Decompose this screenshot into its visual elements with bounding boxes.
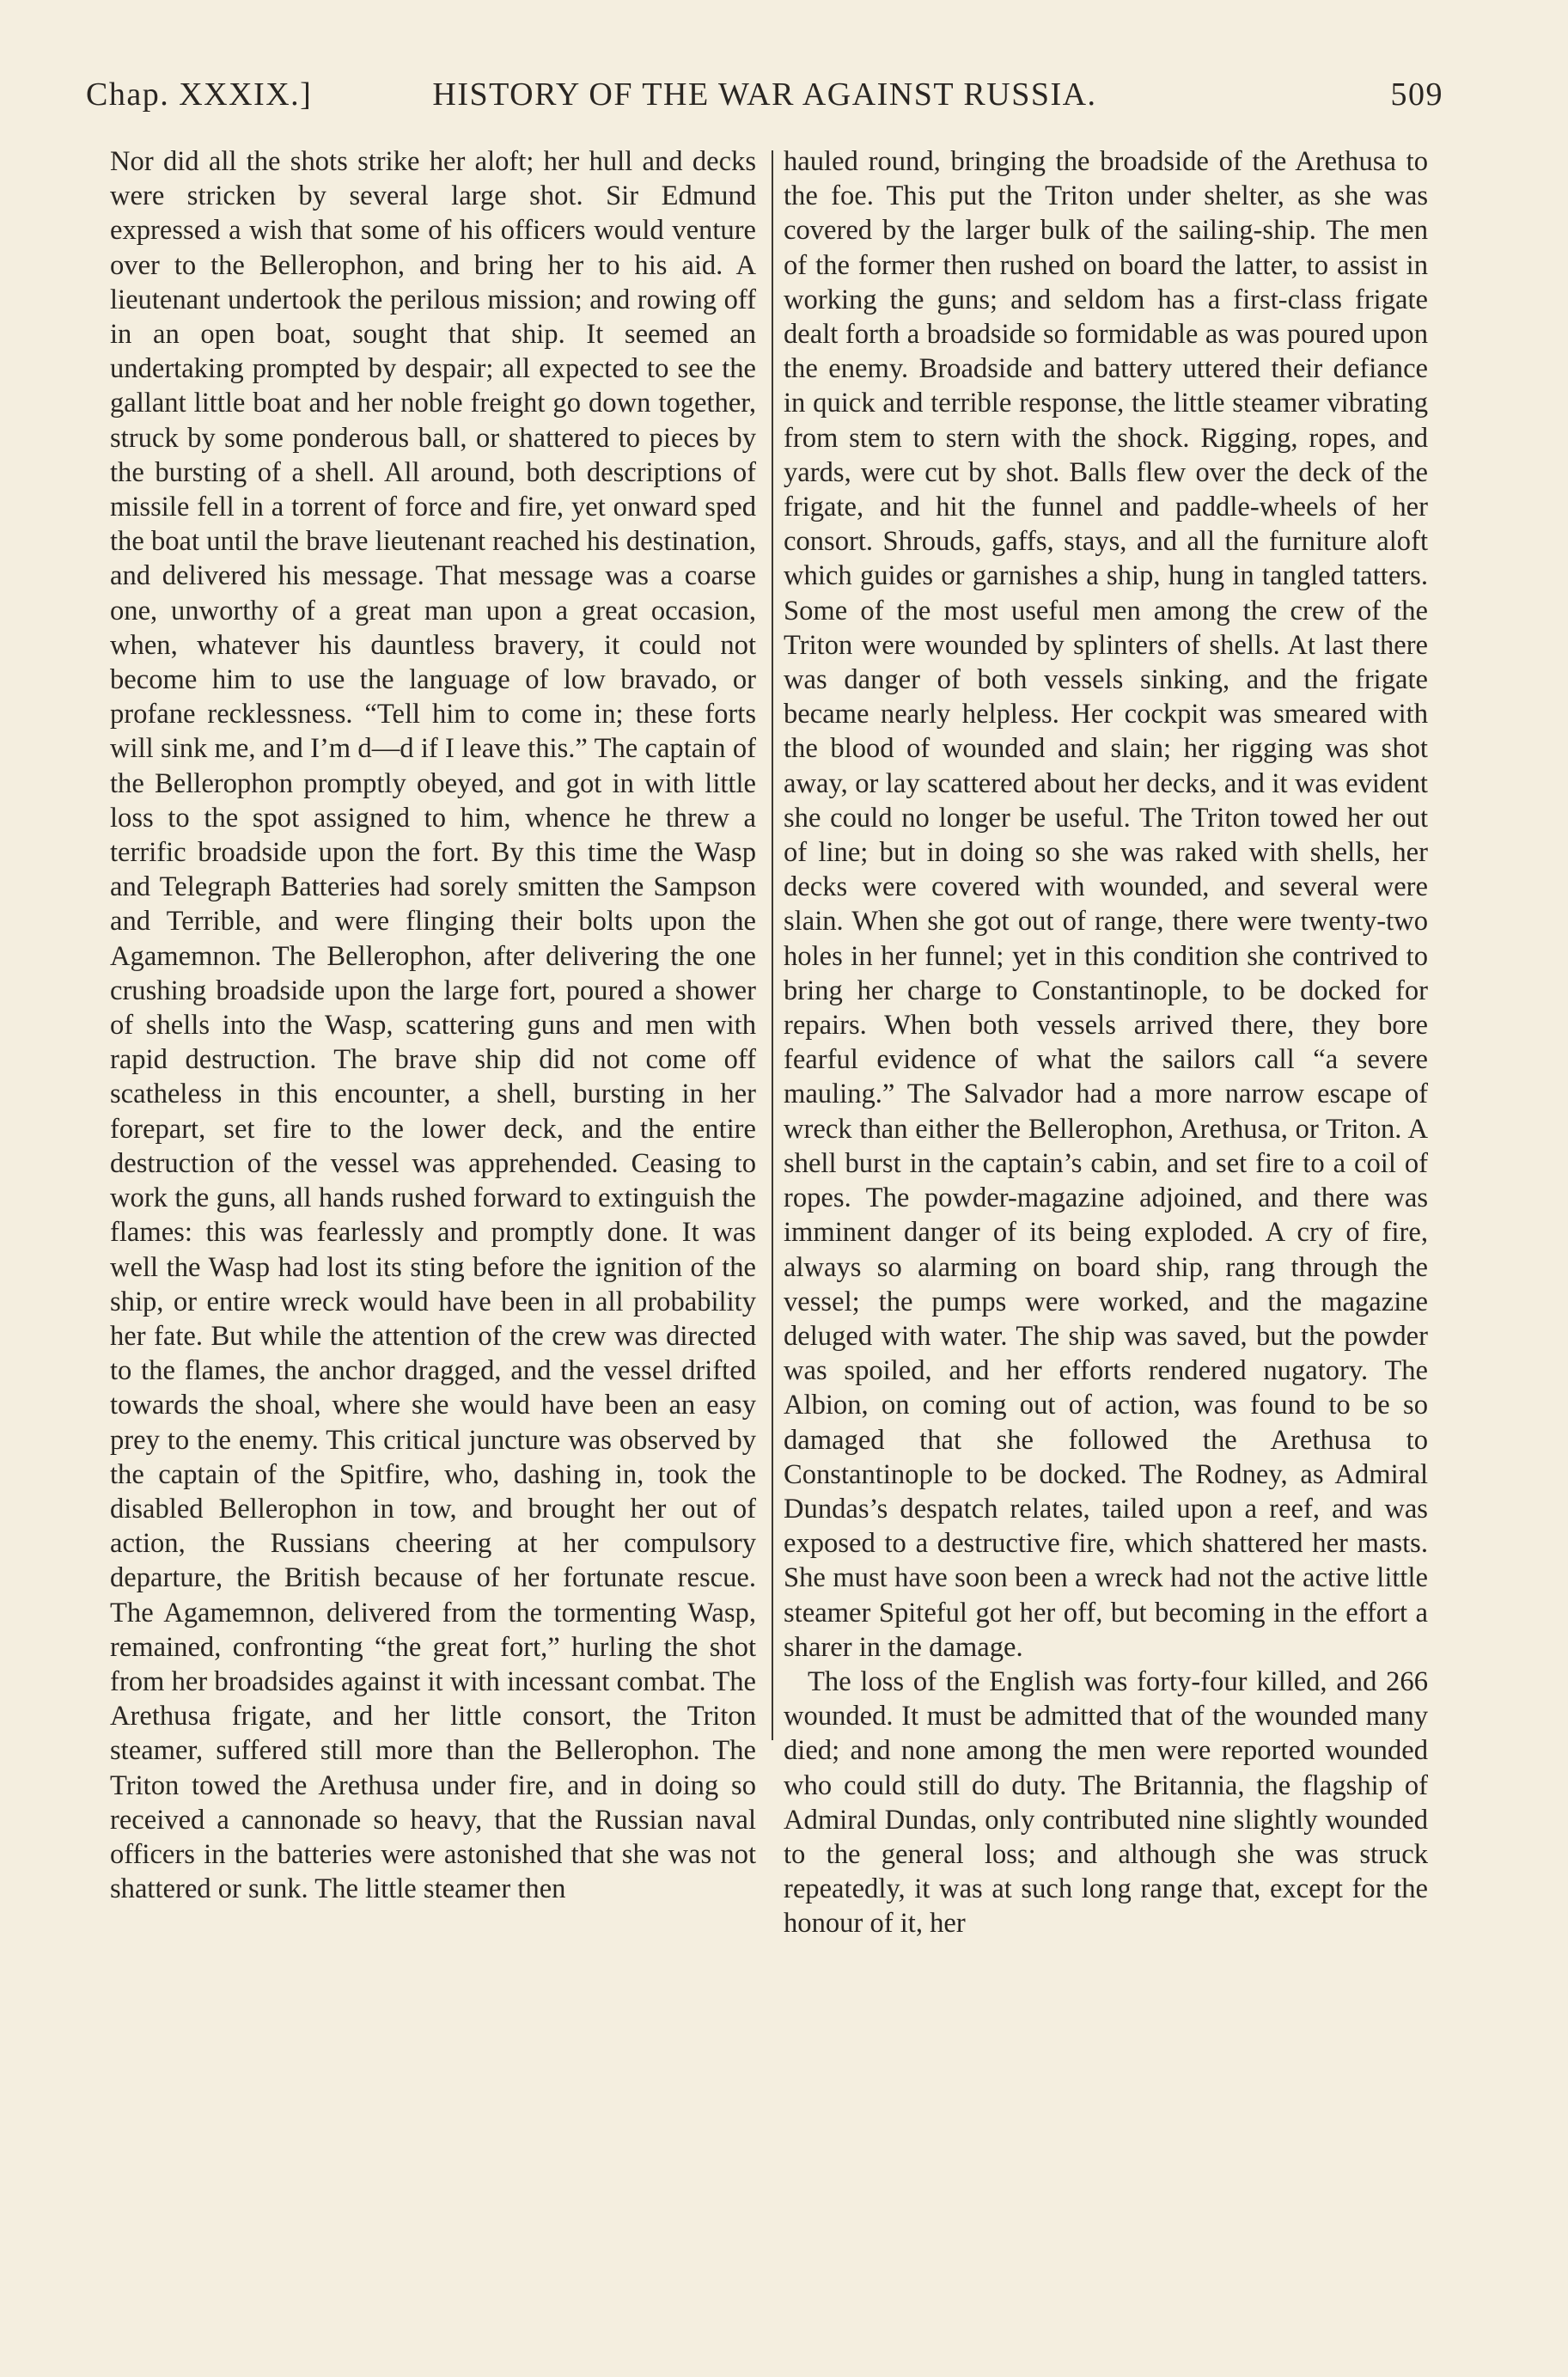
right-paragraph-1: hauled round, bringing the broadside of the Arethusa to the foe. This put the Triton under shelter, as she was covered by the larger bulk of the sailing-ship. The men of the former then rushed on board the latter, to assist in working the guns; and seldom has a first-class frigate dealt forth a broadside so formidable as was poured upon the enemy. Broadside and battery uttered their defiance in quick and terrible response, the little steamer vibrating from stem to stern with the shock. Rigging, ropes, and yards, were cut by shot. Balls flew over the deck of the frigate, and hit the funnel and paddle-wheels of her consort. Shrouds, gaffs, stays, and all the furniture aloft which guides or garnishes a ship, hung in tangled tatters. Some of the most useful men among the crew of the Triton were wounded by splinters of shells. At last there was danger of both vessels sinking, and the frigate became nearly helpless. Her cockpit was smeared with the blood of wounded and slain; her rigging was shot away, or lay scattered about her decks, and it was evident she could no longer be useful. The Triton towed her out of line; but in doing so she was raked with shells, her decks were covered with wounded, and several were slain. When she got out of range, there were twenty-two holes in her funnel; yet in this condition she contrived to bring her charge to Constantinople, to be docked for repairs. When both vessels arrived there, they bore fearful evidence of what the sailors call “a severe mauling.” The Salvador had a more narrow escape of wreck than either the Bellerophon, Arethusa, or Triton. A shell burst in the captain’s cabin, and set fire to a coil of ropes. The powder-magazine adjoined, and there was imminent danger of its being exploded. A cry of fire, always so alarming on board ship, rang through the vessel; the pumps were worked, and the magazine deluged with water. The ship was saved, but the powder was spoiled, and her efforts rendered nugatory. The Albion, on coming out of action, was found to be so damaged that she followed the Arethusa to Constantinople to be docked. The Rodney, as Admiral Dundas’s despatch relates, tailed upon a reef, and was exposed to a destructive fire, which shattered her masts. She must have soon been a wreck had not the active little steamer Spiteful got her off, but becoming in the effort a sharer in the damage.: [784, 146, 1428, 1663]
right-column: [784, 144, 1428, 1941]
right-paragraph-2: The loss of the English was forty-four killed, and 266 wounded. It must be admitted that of the wounded many died; and none among the men were reported wounded who could still do duty. The Britannia, the flagship of Admiral Dundas, only contributed nine slightly wounded to the general loss; and although she was struck repeatedly, it was at such long range that, except for the honour of it, her: [784, 1665, 1428, 1940]
running-title: HISTORY OF THE WAR AGAINST RUSSIA.: [432, 76, 1097, 113]
chapter-label: Chap. XXXIX.]: [86, 76, 313, 113]
running-header: [86, 76, 1443, 127]
column-divider: [772, 150, 773, 1740]
page-number: 509: [1390, 76, 1443, 113]
left-column: [110, 144, 756, 1906]
left-paragraph-1: Nor did all the shots strike her aloft; her hull and decks were stricken by several large shot. Sir Edmund expressed a wish that some of his officers would venture over to the Bellerophon, and bring her to his aid. A lieutenant undertook the perilous mission; and rowing off in an open boat, sought that ship. It seemed an undertaking prompted by despair; all expected to see the gallant little boat and her noble freight go down together, struck by some ponderous ball, or shattered to pieces by the bursting of a shell. All around, both descriptions of missile fell in a torrent of force and fire, yet onward sped the boat until the brave lieutenant reached his destination, and delivered his message. That message was a coarse one, unworthy of a great man upon a great occasion, when, whatever his dauntless bravery, it could not become him to use the language of low bravado, or profane recklessness. “Tell him to come in; these forts will sink me, and I’m d—d if I leave this.” The captain of the Bellerophon promptly obeyed, and got in with little loss to the spot assigned to him, whence he threw a terrific broadside upon the fort. By this time the Wasp and Telegraph Batteries had sorely smitten the Sampson and Terrible, and were flinging their bolts upon the Agamemnon. The Bellerophon, after delivering the one crushing broadside upon the large fort, poured a shower of shells into the Wasp, scattering guns and men with rapid destruction. The brave ship did not come off scatheless in this encounter, a shell, bursting in her forepart, set fire to the lower deck, and the entire destruction of the vessel was apprehended. Ceasing to work the guns, all hands rushed forward to extinguish the flames: this was fearlessly and promptly done. It was well the Wasp had lost its sting before the ignition of the ship, or entire wreck would have been in all probability her fate. But while the attention of the crew was directed to the flames, the anchor dragged, and the vessel drifted towards the shoal, where she would have been an easy prey to the enemy. This critical juncture was observed by the captain of the Spitfire, who, dashing in, took the disabled Bellerophon in tow, and brought her out of action, the Russians cheering at her compulsory departure, the British because of her fortunate rescue. The Agamemnon, delivered from the tormenting Wasp, remained, confronting “the great fort,” hurling the shot from her broadsides against it with incessant combat. The Arethusa frigate, and her little consort, the Triton steamer, suffered still more than the Bellerophon. The Triton towed the Arethusa under fire, and in doing so received a cannonade so heavy, that the Russian naval officers in the batteries were astonished that she was not shattered or sunk. The little steamer then: [110, 146, 756, 1905]
